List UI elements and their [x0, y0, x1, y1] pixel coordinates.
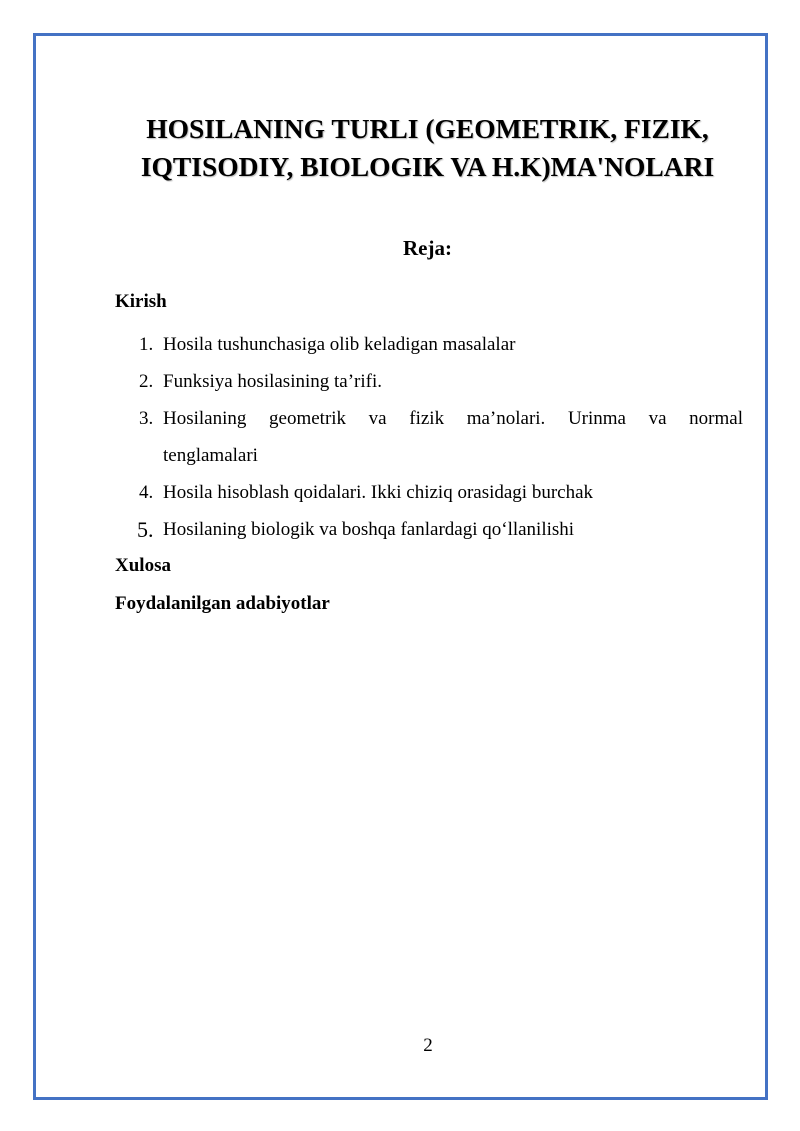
- toc-item-1: [115, 326, 743, 363]
- toc-item-text: Hosilaning biologik va boshqa fanlardagi qo‘llanilishi: [163, 519, 575, 540]
- toc-item-5: [115, 511, 743, 548]
- toc-item-text: Funksiya hosilasining ta’rifi.: [163, 371, 383, 392]
- toc-item-number: 3.: [139, 408, 154, 429]
- toc-item-text: Hosila hisoblash qoidalari. Ikki chiziq orasidagi burchak: [163, 482, 594, 503]
- toc-item-2: [115, 363, 743, 400]
- toc-item-number: 2.: [139, 371, 154, 392]
- toc-item-number: 5.: [137, 517, 154, 542]
- conclusion-label: Xulosa: [115, 555, 171, 576]
- toc-item-text: Hosilaning geometrik va fizik ma’nolari. Urinma va normal tenglamalari: [163, 408, 743, 466]
- plan-heading: Reja:: [403, 236, 452, 260]
- table-of-contents: [115, 326, 743, 548]
- document-title: HOSILANING TURLI (GEOMETRIK, FIZIK, IQTISODIY, BIOLOGIK VA H.K)MA'NOLARI: [140, 113, 715, 182]
- references-label: Foydalanilgan adabiyotlar: [115, 593, 330, 614]
- toc-item-3: [115, 400, 743, 474]
- intro-label: Kirish: [115, 291, 167, 312]
- toc-item-4: [115, 474, 743, 511]
- page-number: 2: [423, 1035, 433, 1056]
- toc-item-number: 4.: [139, 482, 154, 503]
- toc-item-text: Hosila tushunchasiga olib keladigan masalalar: [163, 334, 516, 355]
- toc-item-number: 1.: [139, 334, 154, 355]
